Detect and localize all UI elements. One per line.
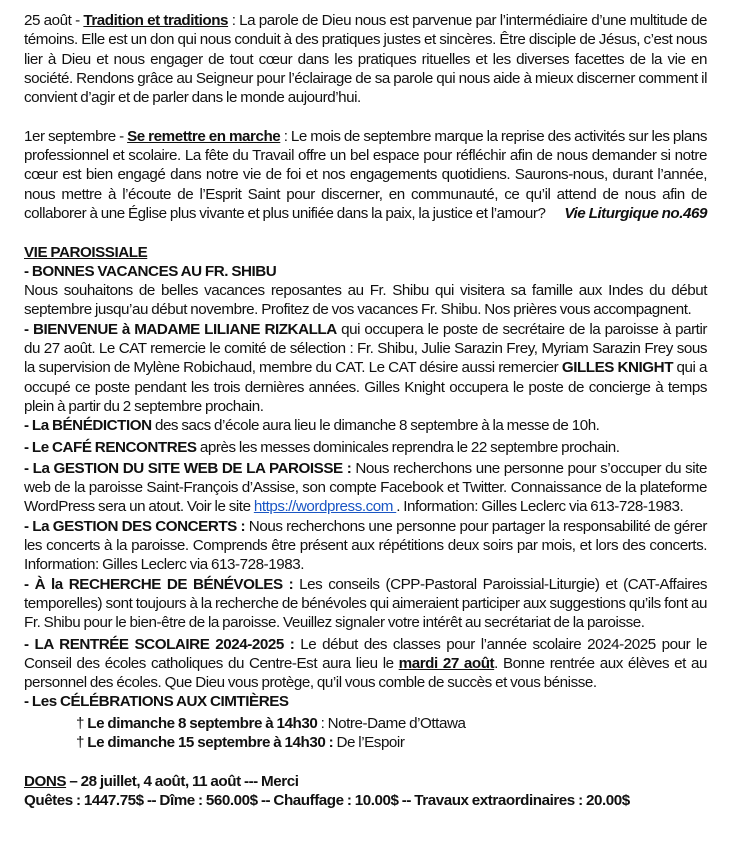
- section-heading: VIE PAROISSIALE: [24, 243, 148, 261]
- announcement-vacances-title: - BONNES VACANCES AU FR. SHIBU: [24, 262, 277, 280]
- dagger-icon: †: [76, 714, 88, 732]
- announcement-cafe: - Le CAFÉ RENCONTRES après les messes dominicales reprendra le 22 septembre prochain.: [24, 438, 620, 456]
- cimetiere-item: † Le dimanche 15 septembre à 14h30 : De l’Espoir: [76, 733, 405, 751]
- announcement-cimetieres: - Les CÉLÉBRATIONS AUX CIMTIÈRES: [24, 693, 289, 711]
- announcement-bienvenue: - BIENVENUE à MADAME LILIANE RIZKALLA qui occupera le poste de secrétaire de la paroisse à partir du 27 août. Le CAT remercie le comité de sélection : Fr. Shibu, Julie Sarazin Frey, Myriam Sarazin Frey sous la supervision de Mylène Robichaud, membre du CAT. Le CAT désire aussi remercier GILLES KNIGHT qui a occupé ce poste pendant les trois dernières années. Gilles Knight occupera le poste de concierge à temps plein à partir du 2 septembre prochain.: [24, 320, 708, 415]
- bulletin-page: [24, 11, 707, 810]
- reflection-sep-1: 1er septembre - Se remettre en marche : Le mois de septembre marque la reprise des activités sur les plans professionnel et scolaire. La fête du Travail offre un bel espace pour réfléchir afin de nous demander si notre cœur est bien engagé dans notre vie de foi et nos engagements quotidiens. Saurons-nous, durant l’année, nous mettre à l’écoute de l’Esprit Saint pour discerner, en communauté, ce qu’il attend de nous afin de collaborer à une Église plus vivante et plus unifiée dans la paix, la justice et l’amour?: [24, 127, 707, 222]
- reflection-text: La parole de Dieu nous est parvenue par l’intermédiaire d’une multitude de témoins. Elle est un don qui nous conduit à des pratiques justes et sincères. Être disciple de Jésus, c’est nous lier à Dieu et nous engager de tout cœur dans les pratiques rituelles et les diverses facettes de la vie en société. Rendons grâce au Seigneur pour l’éclairage de sa parole qui nous aide à mieux discerner comment il convient d’agir et de parler dans le monde aujourd’hui.: [24, 12, 708, 107]
- source-citation: Vie Liturgique no.469: [564, 204, 707, 222]
- dons-header: DONS – 28 juillet, 4 août, 11 août --- Merci: [24, 772, 299, 790]
- reflection-date: 25 août: [24, 12, 72, 29]
- announcement-rentree: - LA RENTRÉE SCOLAIRE 2024-2025 : Le début des classes pour l’année scolaire 2024-2025 pour le Conseil des écoles catholiques du Centre-Est aura lieu le mardi 27 août. Bonne rentrée aux élèves et au personnel des écoles. Que Dieu vous protège, qu’il vous comble de succès et vous bénisse.: [24, 635, 708, 692]
- dons-label: DONS: [24, 772, 67, 790]
- reflection-title: Tradition et traditions: [83, 12, 229, 29]
- cimetiere-item: † Le dimanche 8 septembre à 14h30 : Notre-Dame d’Ottawa: [76, 714, 466, 732]
- reflection-title: Se remettre en marche: [127, 127, 281, 145]
- dagger-icon: †: [76, 733, 88, 751]
- announcement-concerts: - La GESTION DES CONCERTS : Nous recherchons une personne pour partager la responsabilité de gérer les concerts à la paroisse. Comprends être présent aux répétitions deux soirs par mois, et lors des concerts. Information: Gilles Leclerc via 613-728-1983.: [24, 517, 707, 574]
- dons-totals: Quêtes : 1447.75$ -- Dîme : 560.00$ -- Chauffage : 10.00$ -- Travaux extraordinaires : 20.00$: [24, 791, 630, 809]
- wordpress-link[interactable]: https://wordpress.com: [253, 498, 397, 516]
- reflection-date: 1er septembre: [24, 127, 116, 145]
- announcement-benediction: - La BÉNÉDICTION des sacs d’école aura lieu le dimanche 8 septembre à la messe de 10h.: [24, 417, 600, 435]
- reflection-text: Le mois de septembre marque la reprise des activités sur les plans professionnel et scolaire. La fête du Travail offre un bel espace pour réfléchir afin de nous demander si notre cœur est bien engagé dans notre vie de foi et nos engagements quotidiens. Saurons-nous, durant l’année, nous mettre à l’écoute de l’Esprit Saint pour discerner, en communauté, ce qu’il attend de nous afin de collaborer à une Église plus vivante et plus unifiée dans la paix, la justice et l’amour?: [24, 127, 707, 222]
- announcement-benevoles: - À la RECHERCHE DE BÉNÉVOLES : Les conseils (CPP-Pastoral Paroissial-Liturgie) et (CAT-Affaires temporelles) sont toujours à la recherche de bénévoles qui aimeraient participer aux suggestions qu’ils font au Fr. Shibu pour le bien-être de la paroisse. Veuillez signaler votre intérêt au secrétariat de la paroisse.: [24, 575, 707, 632]
- announcement-site-web: - La GESTION DU SITE WEB DE LA PAROISSE : Nous recherchons une personne pour s’occuper du site web de la paroisse Saint-François d’Assise, son compte Facebook et Twitter. Connaissance de la plateforme WordPress sera un atout. Voir le site https://wordpress.com . Information: Gilles Leclerc via 613-728-1983.: [24, 459, 707, 516]
- reflection-aug-25: 25 août - Tradition et traditions : La parole de Dieu nous est parvenue par l’intermédiaire d’une multitude de témoins. Elle est un don qui nous conduit à des pratiques justes et sincères. Être disciple de Jésus, c’est nous lier à Dieu et nous engager de tout cœur dans les pratiques rituelles et les diverses facettes de la vie en société. Rendons grâce au Seigneur pour l’éclairage de sa parole qui nous aide à mieux discerner comment il convient d’agir et de parler dans le monde aujourd’hui.: [24, 12, 708, 107]
- announcement-vacances-text: Nous souhaitons de belles vacances reposantes au Fr. Shibu qui visitera sa famille aux Indes du début septembre jusqu’au début novembre. Profitez de vos vacances Fr. Shibu. Nos prières vous accompagnent.: [24, 282, 707, 319]
